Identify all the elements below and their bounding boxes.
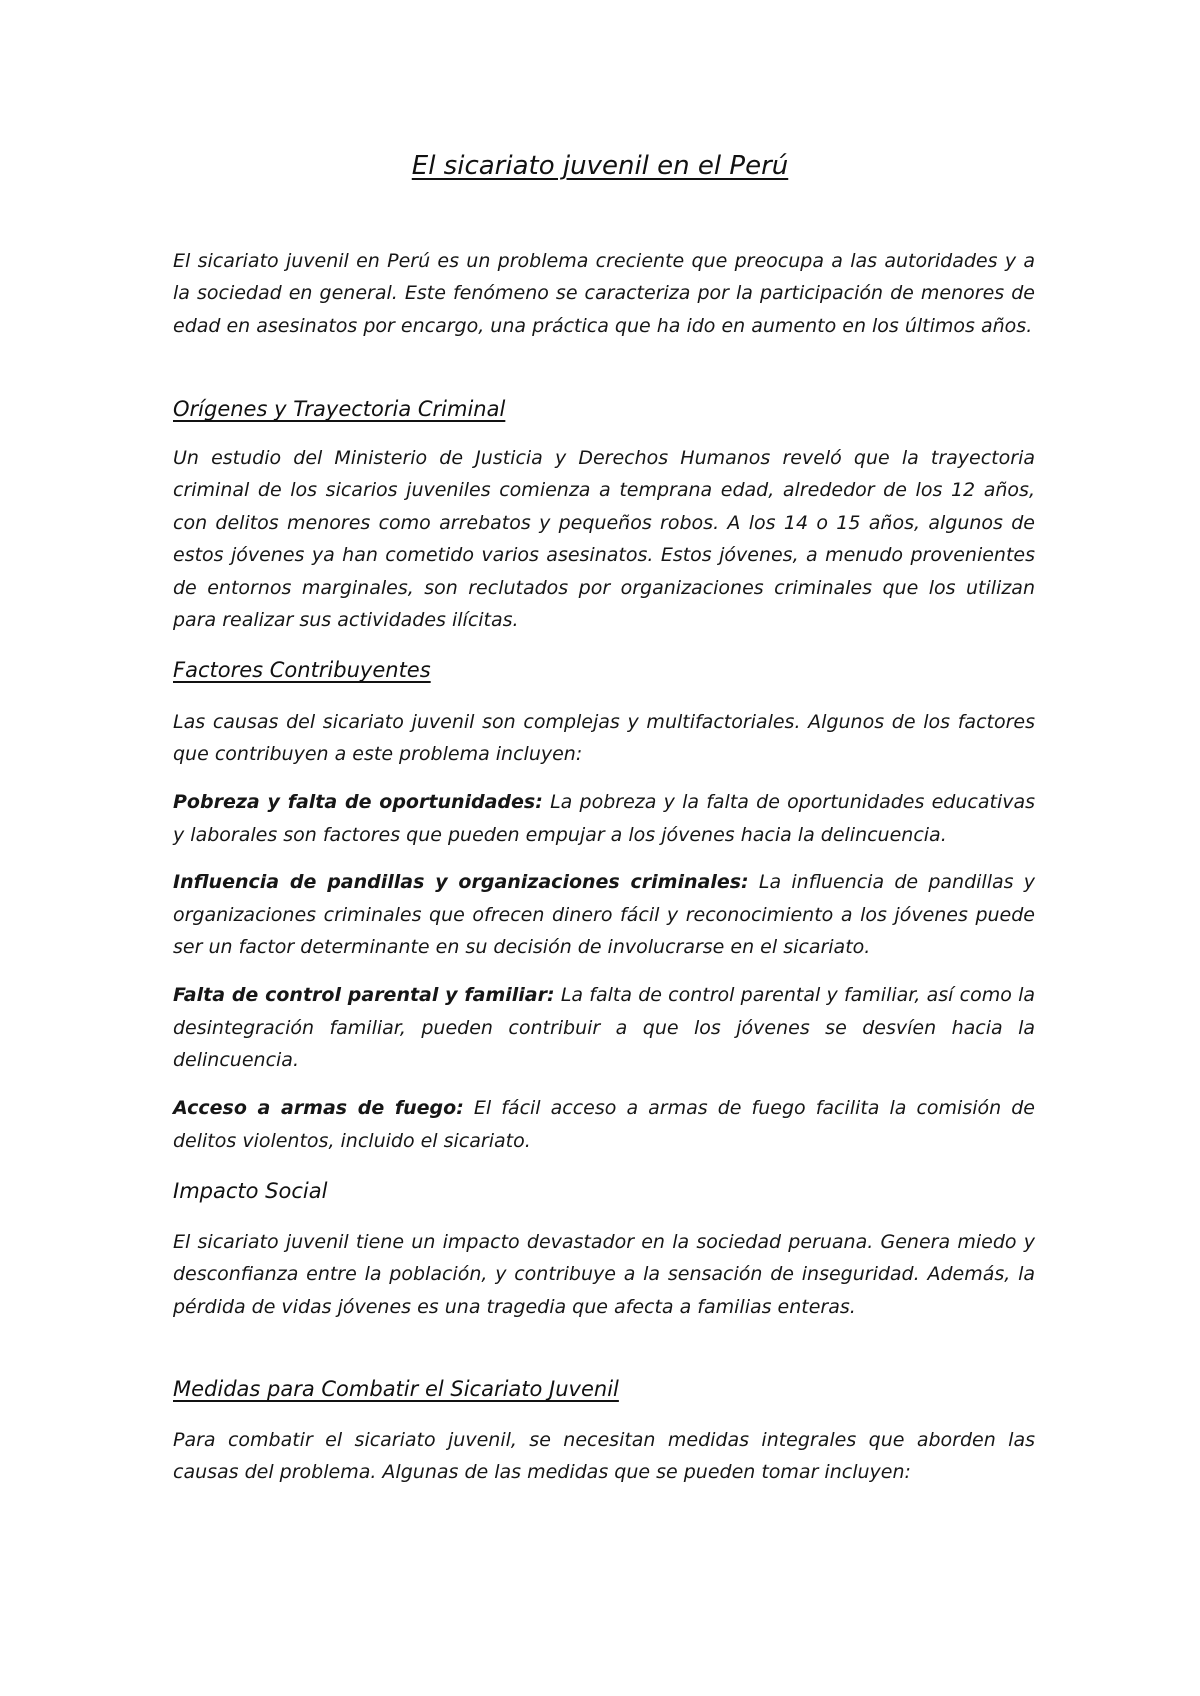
factor-item-label: Falta de control parental y familiar: xyxy=(173,984,555,1006)
section-heading-origins: Orígenes y Trayectoria Criminal xyxy=(173,397,506,421)
factor-item xyxy=(173,1092,1035,1157)
origins-paragraph: Un estudio del Ministerio de Justicia y Derechos Humanos reveló que la trayectoria criminal de los sicarios juveniles comienza a temprana edad, alrededor de los 12 años, con delitos menores como arrebatos y pequeños robos. A los 14 o 15 años, algunos de estos jóvenes ya han cometido varios asesinatos. Estos jóvenes, a menudo provenientes de entornos marginales, son reclutados por organizaciones criminales que los utilizan para realizar sus actividades ilícitas. xyxy=(173,447,1035,632)
section-heading-impact: Impacto Social xyxy=(173,1179,328,1203)
factor-item-text: La influencia de pandillas y organizaciones criminales que ofrecen dinero fácil y reconocimiento a los jóvenes puede ser un factor determinante en su decisión de involucrarse en el sicariato. xyxy=(173,871,1035,958)
factor-item-label: Pobreza y falta de oportunidades: xyxy=(173,791,543,813)
factor-item xyxy=(173,786,1035,851)
factor-item-text: El fácil acceso a armas de fuego facilita la comisión de delitos violentos, incluido el sicariato. xyxy=(173,1097,1035,1152)
intro-paragraph: El sicariato juvenil en Perú es un problema creciente que preocupa a las autoridades y a la sociedad en general. Este fenómeno se caracteriza por la participación de menores de edad en asesinatos por encargo, una práctica que ha ido en aumento en los últimos años. xyxy=(173,250,1035,337)
factor-item-label: Influencia de pandillas y organizaciones criminales: xyxy=(173,871,749,893)
section-heading-factors: Factores Contribuyentes xyxy=(173,658,431,682)
factor-item-text: La falta de control parental y familiar, así como la desintegración familiar, pueden contribuir a que los jóvenes se desvíen hacia la delincuencia. xyxy=(173,984,1036,1071)
factor-item xyxy=(173,979,1035,1077)
document-title: El sicariato juvenil en el Perú xyxy=(411,151,789,181)
factor-item-text: La pobreza y la falta de oportunidades educativas y laborales son factores que pueden empujar a los jóvenes hacia la delincuencia. xyxy=(173,791,1036,846)
section-heading-measures: Medidas para Combatir el Sicariato Juvenil xyxy=(173,1377,619,1401)
measures-paragraph: Para combatir el sicariato juvenil, se necesitan medidas integrales que aborden las causas del problema. Algunas de las medidas que se pueden tomar incluyen: xyxy=(173,1429,1035,1484)
impact-paragraph: El sicariato juvenil tiene un impacto devastador en la sociedad peruana. Genera miedo y desconfianza entre la población, y contribuye a la sensación de inseguridad. Además, la pérdida de vidas jóvenes es una tragedia que afecta a familias enteras. xyxy=(173,1231,1035,1318)
factor-item xyxy=(173,866,1035,964)
factors-intro-paragraph: Las causas del sicariato juvenil son complejas y multifactoriales. Algunos de los factores que contribuyen a este problema incluyen: xyxy=(173,711,1035,766)
factor-item-label: Acceso a armas de fuego: xyxy=(173,1097,464,1119)
